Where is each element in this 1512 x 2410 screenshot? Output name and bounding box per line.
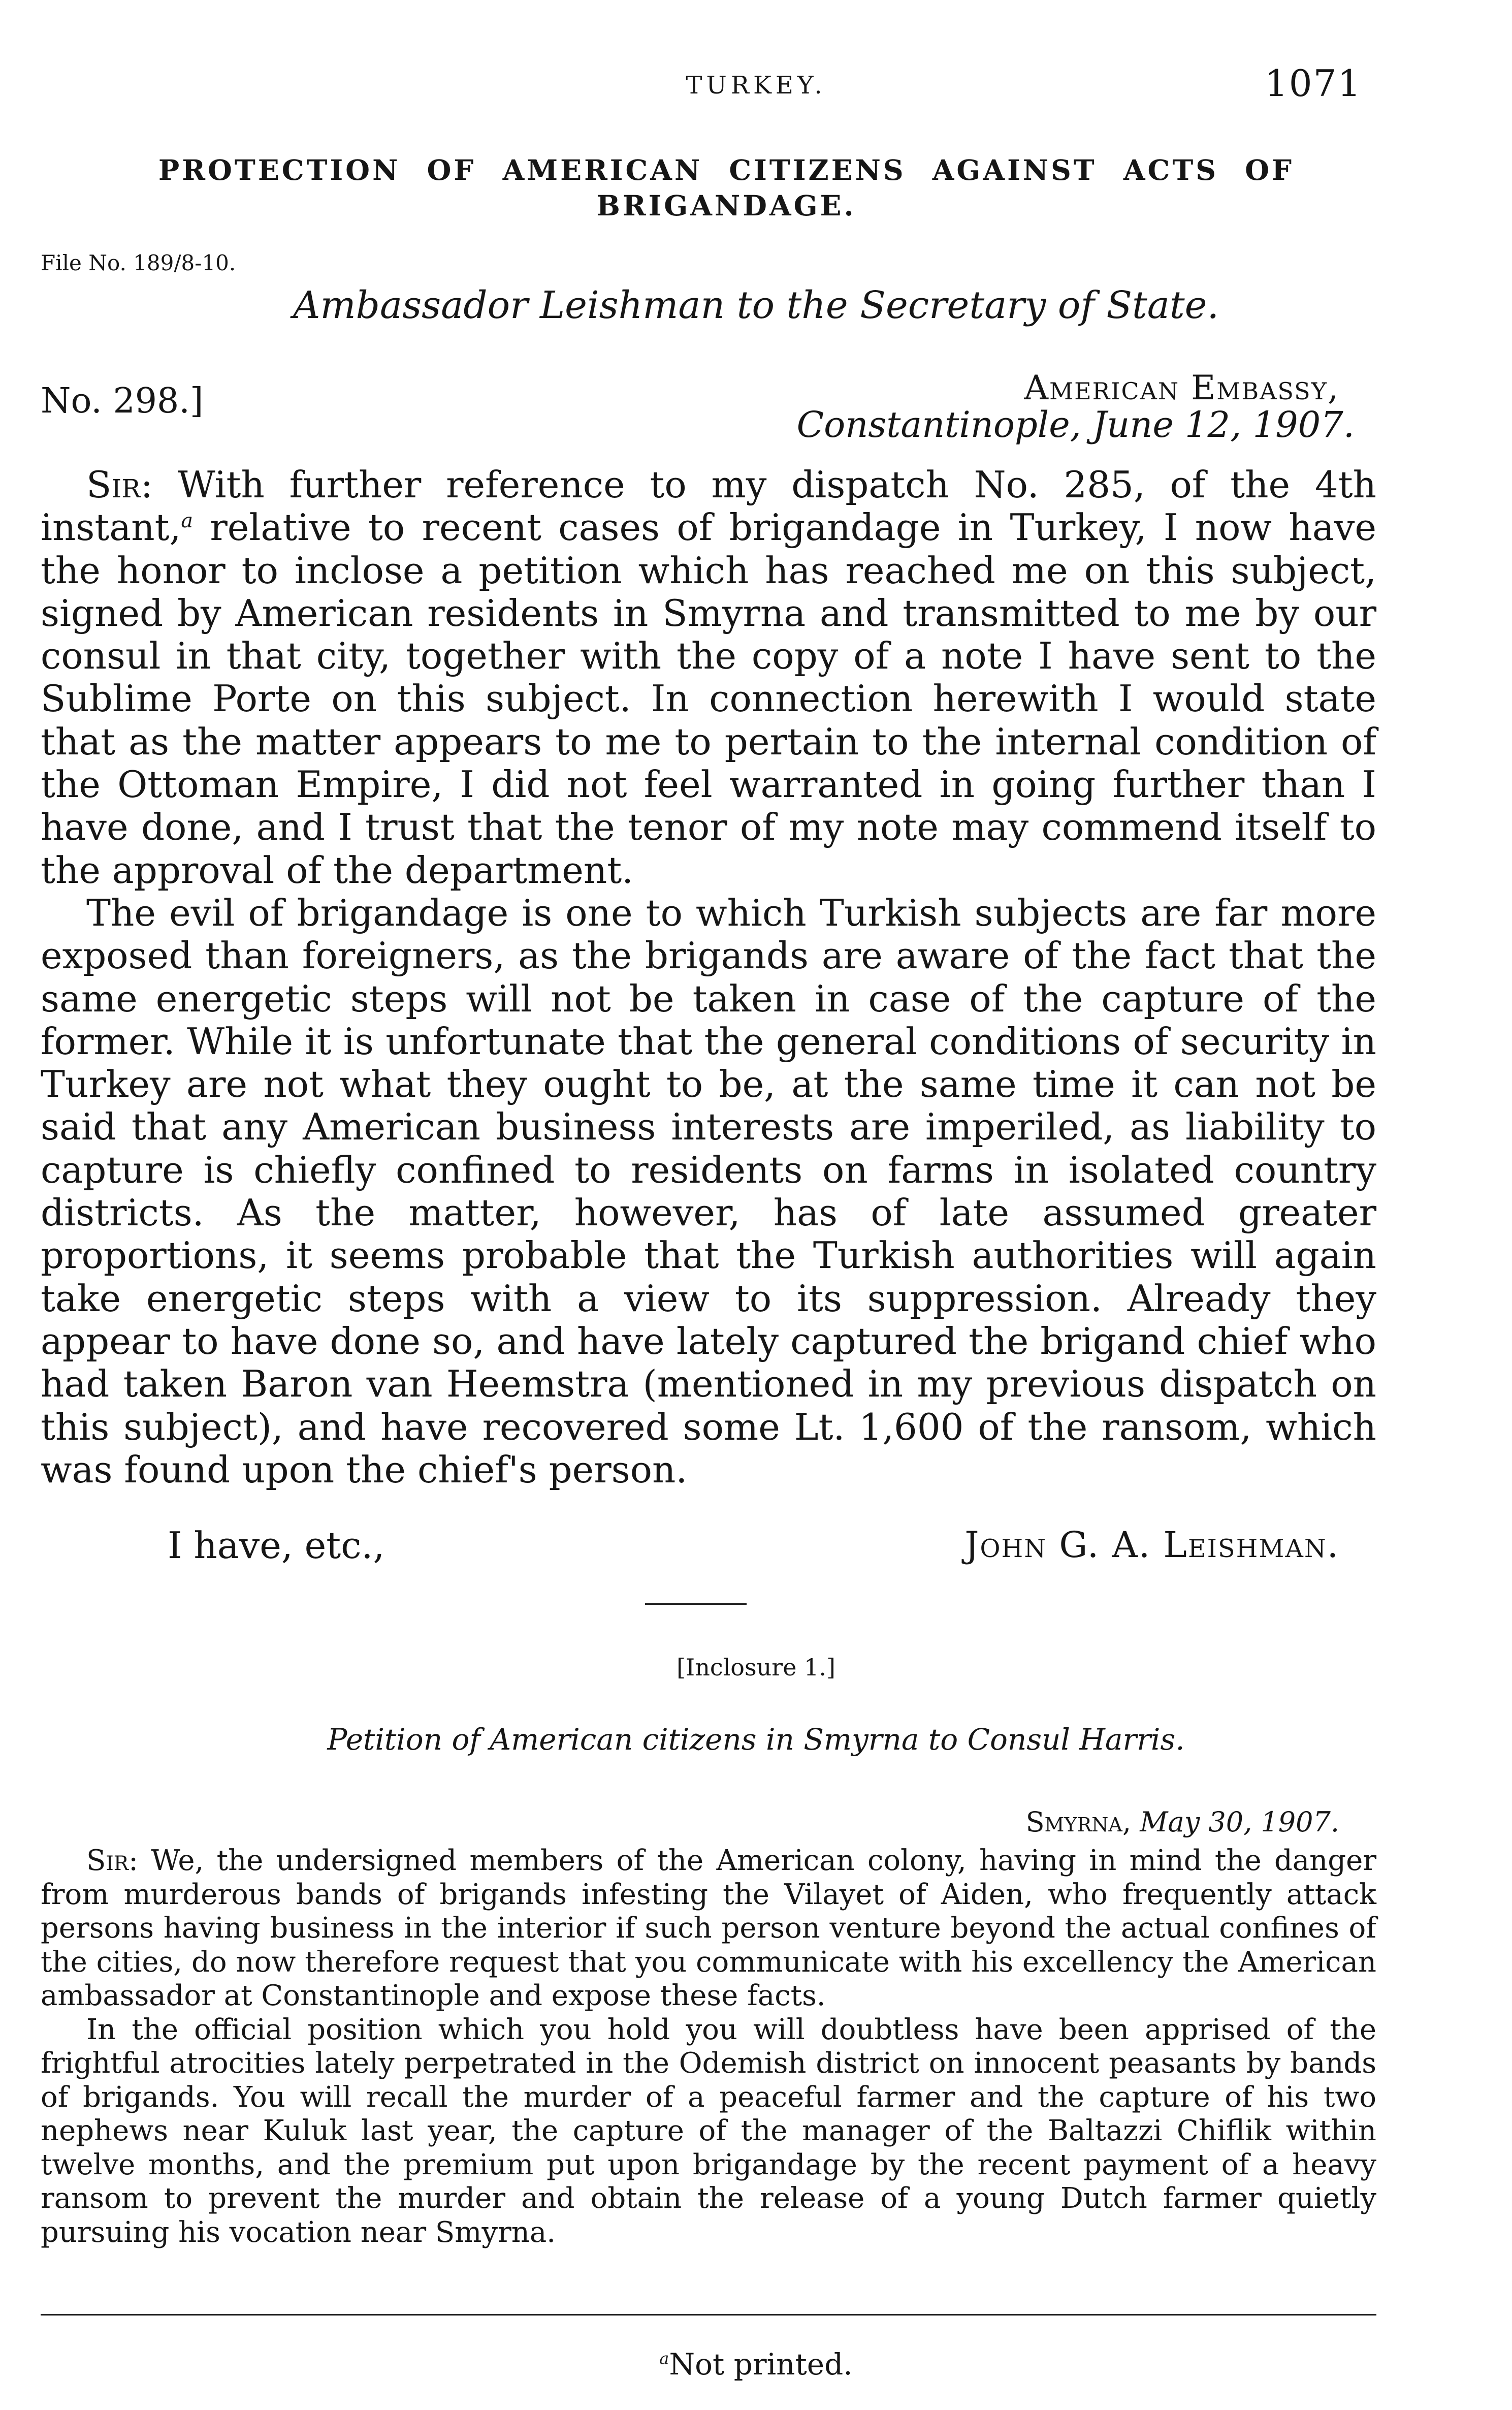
section-title-line-1: PROTECTION OF AMERICAN CITIZENS AGAINST ACTS OF bbox=[158, 153, 1295, 186]
petition-place-date bbox=[1026, 1806, 1339, 1838]
footnote-divider bbox=[41, 2314, 1376, 2316]
footnote-marker: a bbox=[181, 509, 194, 533]
dispatch-place-date: Constantinople, June 12, 1907. bbox=[796, 404, 1355, 446]
petition-paragraph-2: In the official position which you hold you will doubtless have been apprised of the frightful atrocities lately perpetrated in the Odemish district on innocent peasants by bands of brigands. You will recall the murder of a peaceful farmer and the capture of his two nephews near Kuluk last year, the capture of the manager of the Baltazzi Chiflik within twelve months, and the premium put upon brigandage by the recent payment of a heavy ransom to prevent the murder and obtain the release of a young Dutch farmer quietly pursuing his vocation near Smyrna. bbox=[41, 2013, 1376, 2249]
dispatch-office: American Embassy, bbox=[1024, 368, 1339, 407]
dispatch-paragraph-1 bbox=[41, 463, 1376, 892]
inclosure-label: [Inclosure 1.] bbox=[677, 1654, 835, 1681]
petition-paragraph-1 bbox=[41, 1844, 1376, 2013]
salutation: Sir bbox=[86, 463, 141, 506]
file-number: File No. 189/8-10. bbox=[41, 250, 236, 275]
section-title bbox=[41, 152, 1412, 224]
dispatch-paragraph-2: The evil of brigandage is one to which Turkish subjects are far more exposed than foreigners, as the brigands are aware of the fact that the same energetic steps will not be taken in case of the capture of the former. While it is unfortunate that the general conditions of security in Turkey are not what they ought to be, at the same time it can not be said that any American business interests are imperiled, as liability to capture is chiefly confined to residents on farms in isolated country districts. As the matter, however, has of late assumed greater proportions, it seems probable that the Turkish authorities will again take energetic steps with a view to its suppression. Already they appear to have done so, and have lately captured the brigand chief who had taken Baron van Heemstra (mentioned in my previous dispatch on this subject), and have recovered some Lt. 1,600 of the ransom, which was found upon the chief's person. bbox=[41, 891, 1376, 1491]
dispatch-body bbox=[41, 463, 1376, 1491]
dispatch-heading: Ambassador Leishman to the Secretary of State. bbox=[293, 283, 1219, 327]
salutation: Sir bbox=[86, 1844, 129, 1877]
closing: I have, etc., bbox=[168, 1524, 385, 1567]
signature: John G. A. Leishman. bbox=[964, 1524, 1339, 1566]
paragraph-text: : We, the undersigned members of the American colony, having in mind the danger from murderous bands of brigands infesting the Vilayet of Aiden, who frequently attack persons having business in the interior if such person venture beyond the actual confines of the cities, do now therefore request that you communicate with his excellency the American ambassador at Constantinople and expose these facts. bbox=[41, 1844, 1376, 2012]
section-title-line-2: BRIGANDAGE. bbox=[596, 189, 856, 222]
petition-date: May 30, 1907. bbox=[1140, 1806, 1339, 1838]
running-title: TURKEY. bbox=[686, 71, 826, 100]
petition-title: Petition of American citizens in Smyrna to Consul Harris. bbox=[327, 1722, 1185, 1757]
paragraph-text: relative to recent cases of brigandage in Turkey, I now have the honor to inclose a petition which has reached me on this subject, signed by American residents in Smyrna and transmitted to me by our consul in that city, together with the copy of a note I have sent to the Sublime Porte on this subject. In connection herewith I would state that as the matter appears to me to pertain to the internal condition of the Ottoman Empire, I did not feel warranted in going further than I have done, and I trust that the tenor of my note may commend itself to the approval of the department. bbox=[41, 506, 1376, 892]
section-divider bbox=[645, 1603, 747, 1605]
petition-body bbox=[41, 1844, 1376, 2249]
footnote-text: Not printed. bbox=[669, 2347, 853, 2382]
footnote bbox=[0, 2347, 1512, 2382]
dispatch-number: No. 298.] bbox=[41, 381, 204, 421]
footnote-marker: a bbox=[659, 2349, 669, 2368]
page-number: 1071 bbox=[1265, 62, 1362, 105]
petition-place: Smyrna, bbox=[1025, 1806, 1132, 1838]
paragraph-text: : With further reference to my dispatch No. 285, of the 4th instant, bbox=[41, 463, 1376, 549]
